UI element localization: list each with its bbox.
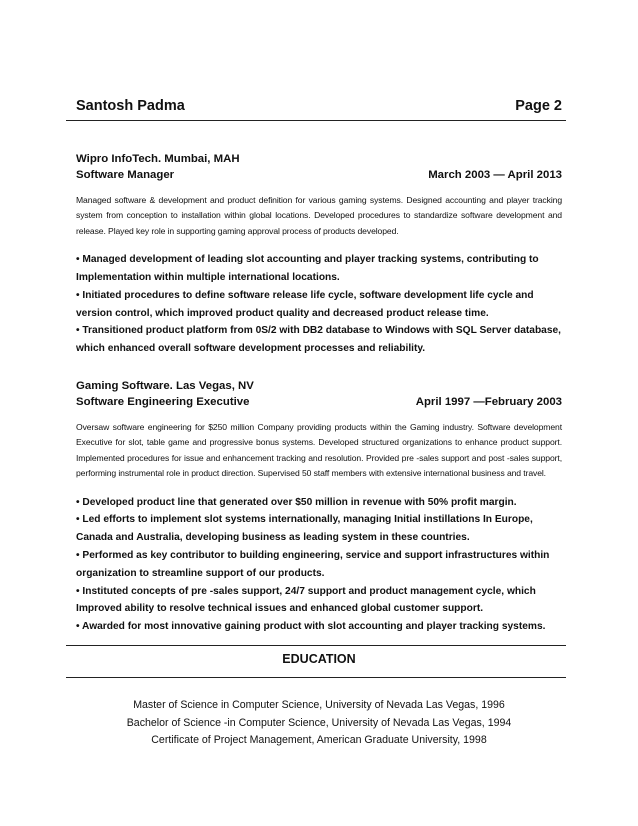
- education-list: [0, 697, 638, 750]
- job-bullet: • Developed product line that generated over $50 million in revenue with 50% profit margin.: [76, 496, 517, 508]
- job-description: Oversaw software engineering for $250 million Company providing products within the Gaming industry. Software development Executive for slot, table game and progressive bonus systems. Developed structured organizations to enhance product support. Implemented procedures for issue and enhancement tracking and resolution. Provided pre -sales support and post -sales support, performing instrumental role in product direction. Supervised 50 staff members with extensive international business and travel.: [76, 422, 562, 479]
- job-title: Software Manager: [76, 169, 175, 181]
- job-dates: March 2003 — April 2013: [428, 169, 562, 181]
- job-dates: April 1997 —February 2003: [415, 396, 562, 408]
- job-company: Gaming Software. Las Vegas, NV: [76, 380, 254, 392]
- candidate-name: Santosh Padma: [76, 98, 185, 114]
- job-bullet: • Instituted concepts of pre -sales support, 24/7 support and product management cycle, which Improved ability to resolve technical issues and enhanced global customer support.: [76, 585, 536, 615]
- job-title-line: [76, 394, 562, 410]
- education-bottom-divider: [66, 677, 566, 678]
- job-bullets: [76, 494, 562, 636]
- job-entry-gaming: [76, 378, 562, 636]
- education-heading: EDUCATION: [282, 652, 356, 666]
- page-header: [76, 98, 562, 114]
- education-item: Master of Science in Computer Science, University of Nevada Las Vegas, 1996: [133, 699, 505, 711]
- job-company-line: [76, 378, 562, 394]
- job-bullet: • Initiated procedures to define software release life cycle, software development life cycle and version control, which improved product quality and decreased product release time.: [76, 289, 534, 319]
- education-item: Bachelor of Science -in Computer Science, University of Nevada Las Vegas, 1994: [126, 716, 512, 729]
- education-item: Certificate of Project Management, American Graduate University, 1998: [151, 734, 487, 746]
- header-divider: [66, 120, 566, 121]
- education-top-divider: [66, 645, 566, 646]
- job-bullet: • Transitioned product platform from 0S/2 with DB2 database to Windows with SQL Server database, which enhanced overall software development processes and reliability.: [76, 325, 562, 355]
- job-bullet: • Led efforts to implement slot systems internationally, managing Initial instillations In Europe, Canada and Australia, developing business as leading system in these countries.: [76, 514, 533, 544]
- job-bullet: • Performed as key contributor to building engineering, service and support infrastructures within organization to streamline support of our products.: [76, 550, 550, 579]
- job-bullet: • Managed development of leading slot accounting and player tracking systems, contributing to Implementation within multiple international locations.: [76, 254, 539, 284]
- job-description: Managed software & development and product definition for various gaming systems. Designed accounting and player tracking system from conception to installation within global locations. Developed procedures to standardize software development and release. Played key role in supporting gaming approval process of products developed.: [76, 195, 562, 236]
- job-entry-wipro: [76, 151, 562, 358]
- job-company: Wipro InfoTech. Mumbai, MAH: [76, 153, 240, 165]
- job-title: Software Engineering Executive: [76, 396, 250, 408]
- job-company-line: [76, 151, 562, 167]
- job-bullet: • Awarded for most innovative gaining product with slot accounting and player tracking systems.: [76, 621, 546, 633]
- job-title-line: [76, 167, 562, 183]
- job-bullets: [76, 251, 562, 358]
- page-number: Page 2: [515, 98, 562, 114]
